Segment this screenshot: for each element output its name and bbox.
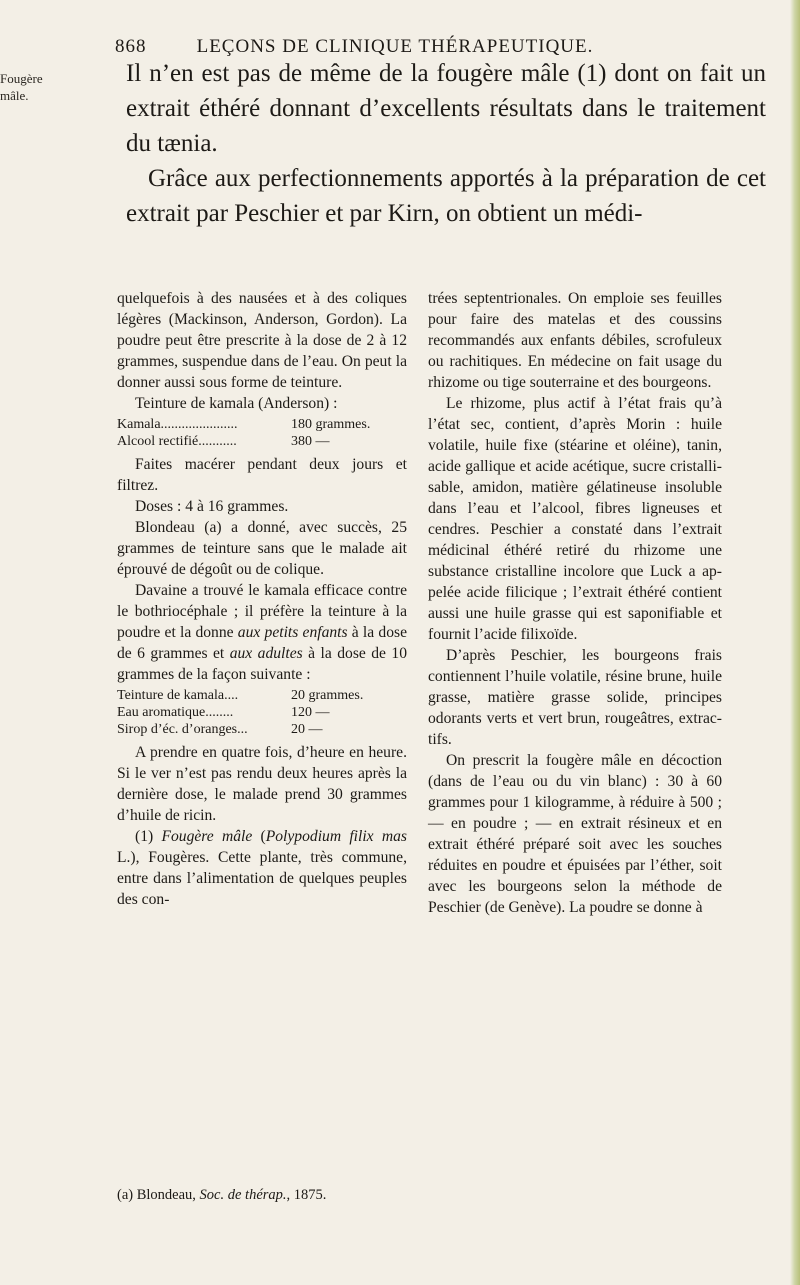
text-run: ( — [252, 828, 266, 845]
running-header — [85, 36, 705, 58]
prescription-row — [117, 433, 407, 450]
italic-run: aux petits enfants — [237, 624, 348, 641]
margin-note-line: Fougère — [0, 71, 43, 86]
text-run: à la dose de 10 grammes de la façon suivante : — [117, 645, 407, 683]
paragraph: Teinture de kamala (Anderson) : — [135, 395, 338, 412]
margin-note-line: mâle. — [0, 88, 29, 103]
prescription-table — [117, 687, 407, 738]
ingredient: Eau aromatique........ — [117, 705, 234, 720]
quantity: 380 — — [291, 434, 330, 449]
text-run: (1) — [135, 828, 162, 845]
text-run: L.), Fougères. Cette plante, très commune, entre dans l’alimentation de quelques peuples des con- — [117, 849, 407, 908]
quantity: 20 — — [291, 722, 323, 737]
lead-paragraph: Grâce aux perfectionnements apportés à la préparation de cet extrait par Peschier et par Kirn, on obtient un médi- — [126, 165, 766, 227]
footnote-paragraph — [117, 826, 407, 910]
paragraph: Faites macérer pendant deux jours et filtrez. — [117, 456, 407, 494]
text-run: à la dose de 6 grammes et — [117, 624, 407, 662]
prescription-table — [117, 416, 407, 450]
text-run: , 1875. — [286, 1187, 327, 1203]
left-column — [117, 288, 407, 910]
paragraph — [117, 580, 407, 685]
italic-run: aux adultes — [229, 645, 303, 662]
text-run: Davaine a trouvé le kamala efficace contre le bothriocéphale ; il préfère la teinture à la poudre et la donne — [117, 582, 407, 641]
running-title: LEÇONS DE CLINIQUE THÉRAPEUTIQUE. — [196, 36, 594, 57]
margin-note — [0, 70, 44, 104]
quantity: 120 — — [291, 705, 330, 720]
lead-paragraphs — [126, 56, 766, 231]
text-run: (a) Blondeau, — [117, 1187, 200, 1203]
ingredient: Sirop d’éc. d’oranges... — [117, 722, 248, 737]
paragraph: On prescrit la fougère mâle en décoction (dans de l’eau ou du vin blanc) : 30 à 60 grammes pour 1 kilogramme, à réduire à 500 ; — en poudre ; — en extrait résineux et en extrait éthéré préparé soit avec les souches réduites en poudre et épuisées par l’éther, soit avec les bourgeons selon la méthode de Peschier (de Genève). La poudre se donne à — [428, 752, 722, 916]
lead-paragraph: Il n’en est pas de même de la fougère mâle (1) dont on fait un extrait éthéré donnant d’excellents résultats dans le traitement du tænia. — [126, 60, 766, 157]
paragraph: D’après Peschier, les bourgeons frais contiennent l’huile volatile, résine brune, huile grasse, matière grasse solide, principes odorants verts et vert brun, rougeâtres, extractifs. — [428, 647, 722, 748]
paragraph: A prendre en quatre fois, d’heure en heure. Si le ver n’est pas rendu deux heures après la dernière dose, le malade prend 30 grammes d’huile de ricin. — [117, 744, 407, 824]
quantity: 180 grammes. — [291, 417, 371, 432]
ingredient: Kamala...................... — [117, 417, 238, 432]
right-column — [428, 288, 722, 918]
italic-run: Fougère mâle — [161, 828, 253, 845]
ingredient: Alcool rectifié........... — [117, 434, 237, 449]
footnote — [117, 1187, 717, 1204]
quantity: 20 grammes. — [291, 688, 364, 703]
prescription-row — [117, 416, 407, 433]
italic-run: Polypodium filix mas — [265, 828, 407, 845]
paragraph: quelquefois à des nausées et à des coliques légères (Mackinson, Anderson, Gordon). La poudre peut être prescrite à la dose de 2 à 12 grammes, suspendue dans de l’eau. On peut la donner aussi sous forme de teinture. — [117, 290, 407, 391]
ingredient: Teinture de kamala.... — [117, 688, 239, 703]
paragraph: Le rhizome, plus actif à l’état frais qu’à l’état sec, contient, d’après Morin : huile volatile, huile fixe (stéarine et oléine), tanin, acide gallique et acide acétique, sucre cristallisable, amidon, matière gélatineuse insoluble dans l’eau et l’alcool, fibres ligneuses et cendres. Peschier a constaté dans l’extrait médicinal éthéré retiré du rhizome une substance cristalline incolore que Luck a appelée acide filicique ; l’extrait éthéré contient aussi une huile grasse qui est saponifiable et fournit l’acide filixoïde. — [428, 395, 722, 643]
italic-run: Soc. de thérap. — [199, 1187, 287, 1203]
page-number: 868 — [115, 36, 147, 57]
paragraph: Blondeau (a) a donné, avec succès, 25 grammes de teinture sans que le malade ait éprouvé de dégoût ou de colique. — [117, 519, 407, 578]
prescription-row — [117, 687, 407, 704]
prescription-row — [117, 704, 407, 721]
page-edge — [790, 0, 800, 1285]
paragraph: Doses : 4 à 16 grammes. — [135, 498, 289, 515]
paragraph: trées septentrionales. On emploie ses feuilles pour faire des matelas et des coussins recommandés aux enfants débiles, scrofuleux ou rachitiques. En médecine on fait usage du rhizome ou tige souterraine et des bourgeons. — [428, 290, 722, 391]
prescription-row — [117, 721, 407, 738]
